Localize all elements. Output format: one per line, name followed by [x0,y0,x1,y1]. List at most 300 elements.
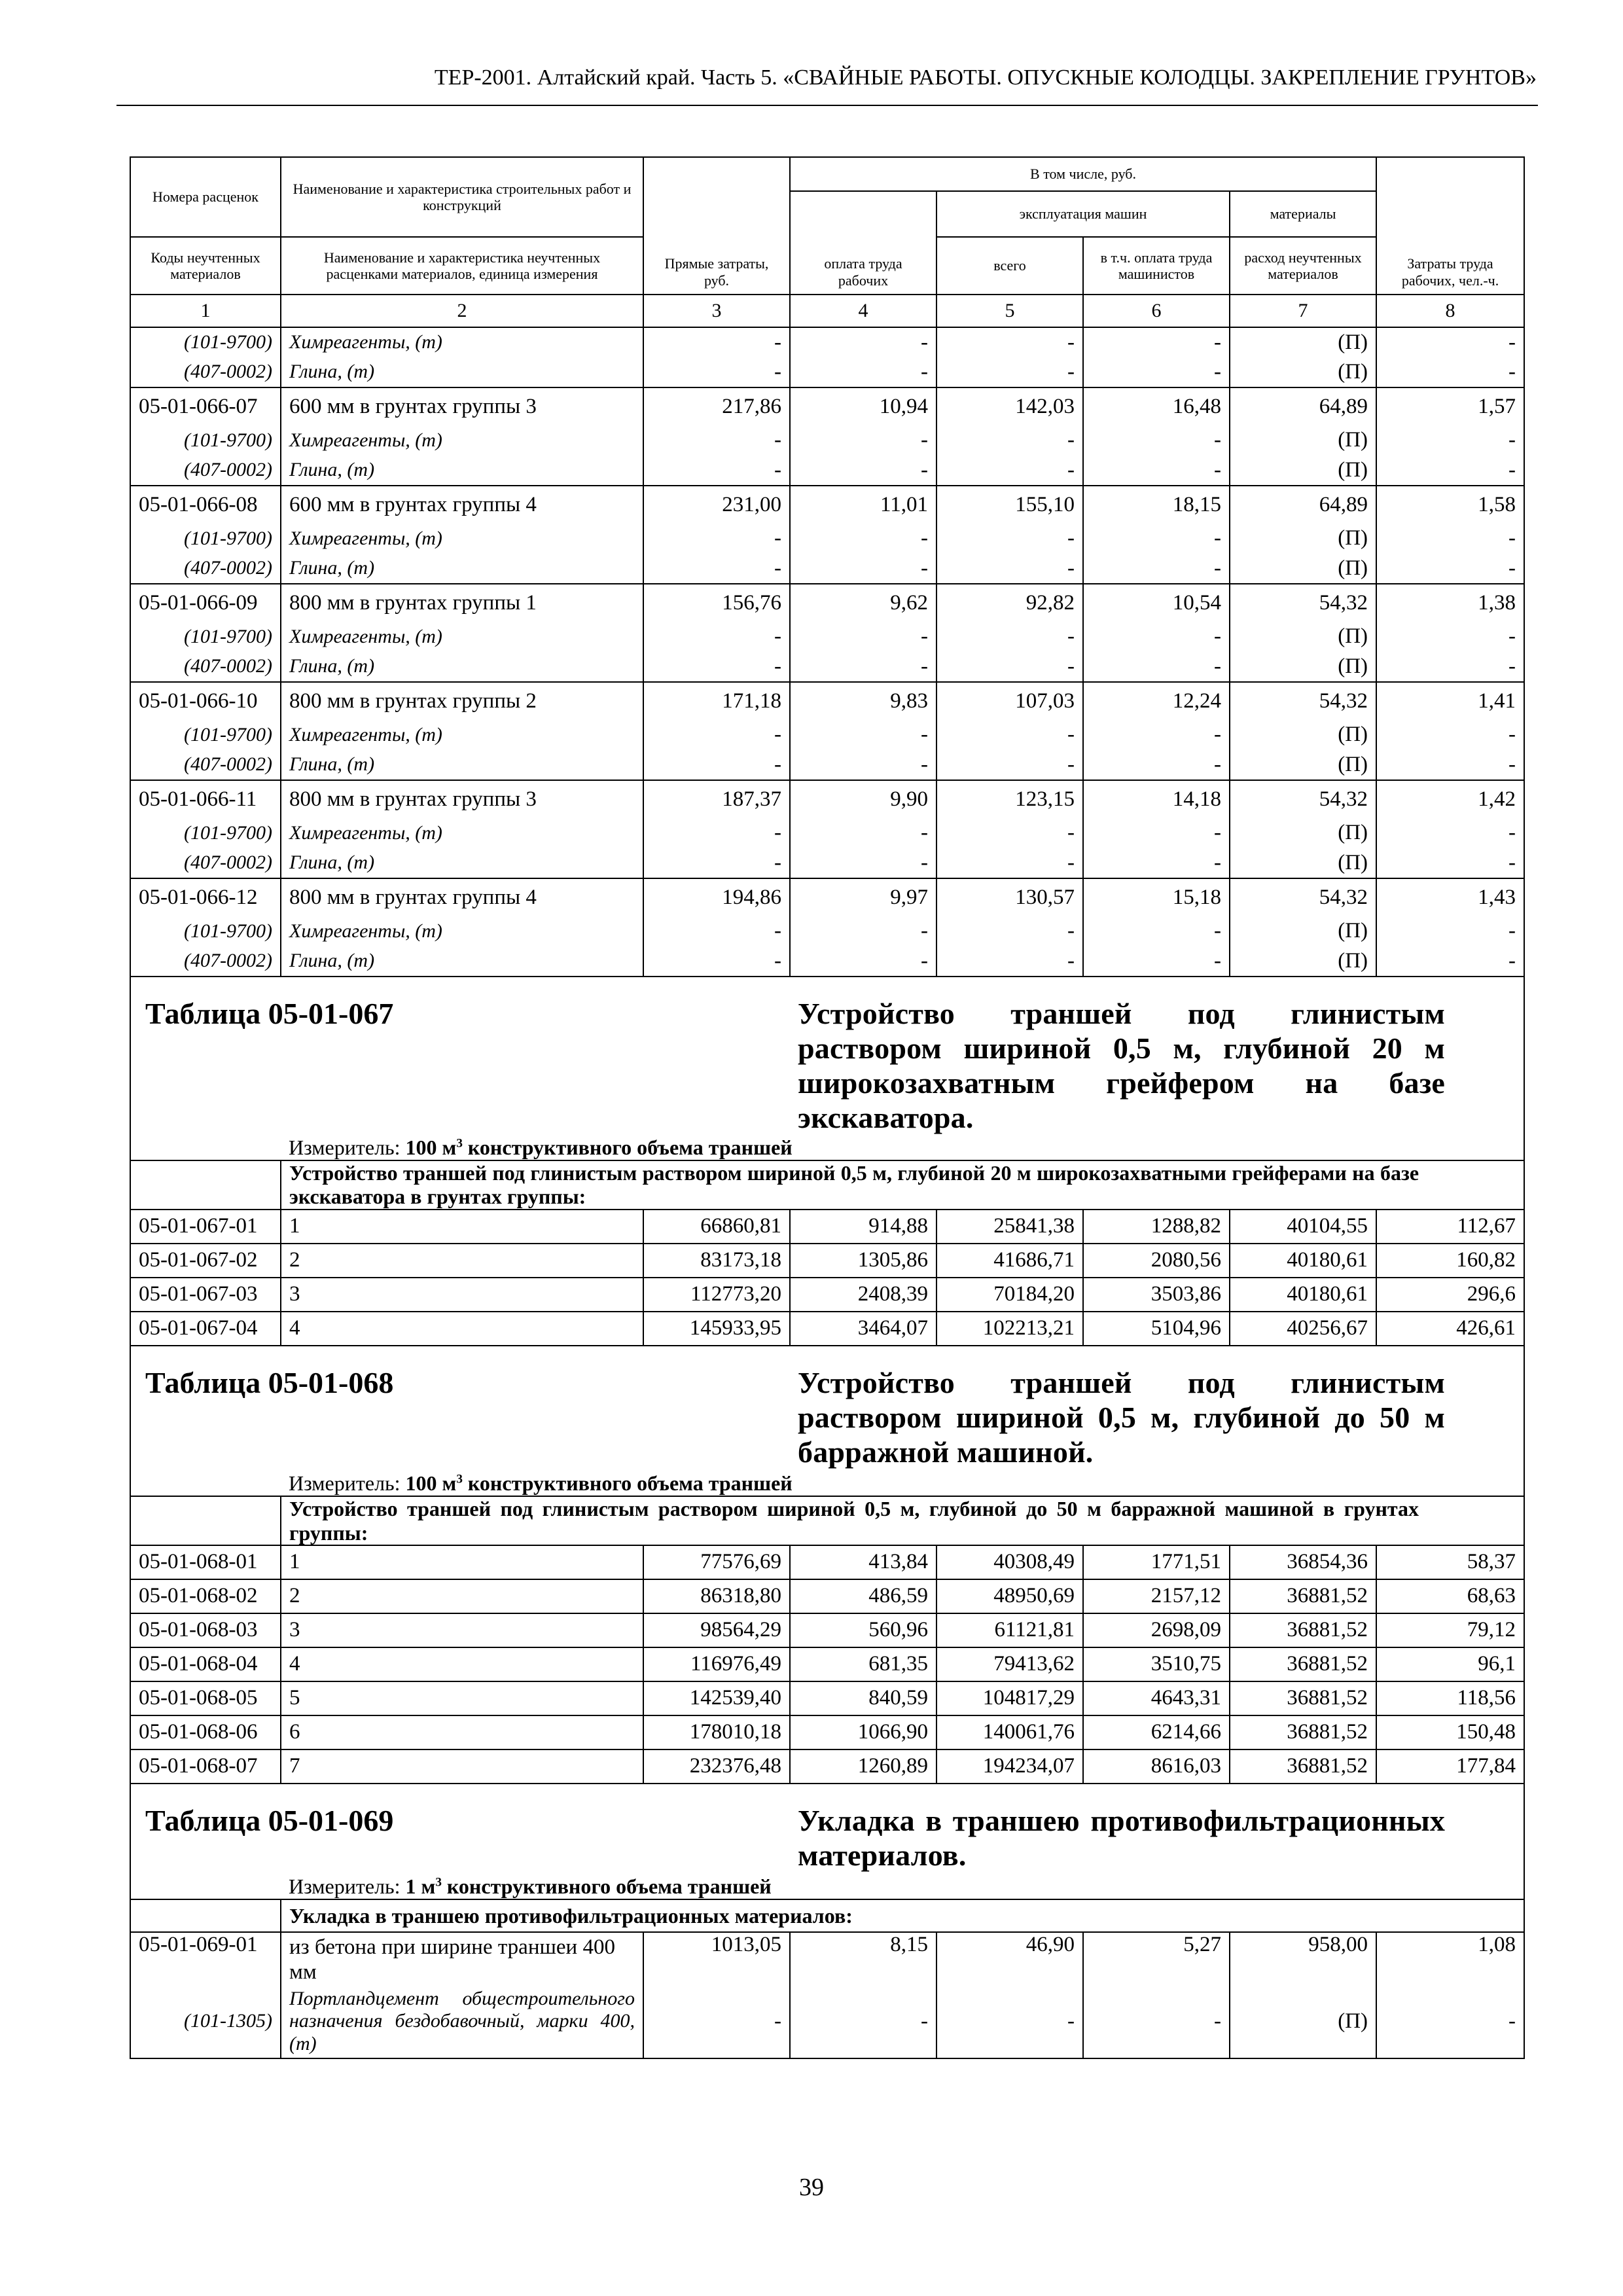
labor-hours: 96,1 [1376,1647,1524,1681]
labor-hours: - [1376,720,1524,750]
labor-hours: - [1376,848,1524,878]
rate-code: 05-01-068-02 [130,1579,281,1613]
labor-hours: 1,41 [1376,682,1524,720]
labor-cost: - [790,916,936,946]
labor-cost: 681,35 [790,1647,936,1681]
materials-cost: (П) [1230,818,1376,848]
measure-unit [281,1873,1524,1899]
direct-cost: 142539,40 [643,1681,790,1715]
labor-cost: - [790,1985,936,2058]
section-row [130,1160,1524,1210]
measure-sup: 3 [456,1136,463,1151]
rate-name: 1 [281,1210,643,1244]
rate-row [130,1613,1524,1647]
spacer [130,1873,281,1899]
labor-cost: - [790,720,936,750]
measure-value: 100 м [405,1471,457,1496]
machine-cost: - [936,916,1083,946]
materials-cost: (П) [1230,1985,1376,2058]
labor-cost: 3464,07 [790,1312,936,1346]
materials-cost: (П) [1230,327,1376,357]
material-code: (101-1305) [130,1985,281,2058]
materials-cost: 36881,52 [1230,1579,1376,1613]
labor-hours: - [1376,357,1524,387]
material-row [130,720,1524,750]
including-header: В том числе, руб. [790,157,1376,191]
labor-hours: - [1376,524,1524,554]
labor-hours: 160,82 [1376,1244,1524,1278]
materials-cost: (П) [1230,750,1376,780]
material-name: Глина, (т) [281,946,643,977]
labor-cost: 1066,90 [790,1715,936,1749]
materials-cost: 64,89 [1230,486,1376,524]
labor-cost: 11,01 [790,486,936,524]
material-code: (101-9700) [130,622,281,652]
rate-row [130,1647,1524,1681]
col4-header: оплата труда рабочих [790,191,936,295]
direct-cost: 77576,69 [643,1545,790,1579]
material-name: Химреагенты, (т) [281,818,643,848]
labor-cost: 9,97 [790,878,936,916]
table-number: Таблица 05-01-067 [130,977,643,1136]
labor-cost: 914,88 [790,1210,936,1244]
labor-cost: 840,59 [790,1681,936,1715]
rate-name: 600 мм в грунтах группы 3 [281,387,643,425]
machinist-pay: 2157,12 [1083,1579,1230,1613]
materials-cost: 54,32 [1230,878,1376,916]
material-name: Химреагенты, (т) [281,425,643,456]
col7-header: расход неучтенных материалов [1230,237,1376,295]
machinist-pay: 15,18 [1083,878,1230,916]
col-number: 5 [936,295,1083,327]
col-number: 4 [790,295,936,327]
machinist-pay: - [1083,357,1230,387]
materials-cost: (П) [1230,357,1376,387]
material-code: (407-0002) [130,946,281,977]
labor-hours: 1,08 [1376,1932,1524,1985]
direct-cost: - [643,1985,790,2058]
machinist-pay: - [1083,425,1230,456]
material-row [130,456,1524,486]
material-name: Химреагенты, (т) [281,327,643,357]
spacer [643,977,790,1136]
spacer [643,1346,790,1470]
measure-sup: 3 [456,1472,463,1486]
machine-cost: - [936,554,1083,584]
materials-cost: (П) [1230,946,1376,977]
rate-name: 800 мм в грунтах группы 3 [281,780,643,818]
machine-cost: - [936,622,1083,652]
rates-table [130,156,1525,2059]
labor-hours: - [1376,554,1524,584]
machinist-pay: 5104,96 [1083,1312,1230,1346]
measure-desc: конструктивного объема траншей [446,1874,772,1899]
section-title: Укладка в траншею противофильтрационных материалов: [281,1899,1524,1932]
labor-hours: - [1376,946,1524,977]
rate-name: 3 [281,1278,643,1312]
labor-hours: 1,57 [1376,387,1524,425]
machinist-pay: 12,24 [1083,682,1230,720]
rate-row [130,780,1524,818]
machine-cost: - [936,524,1083,554]
rate-name: 800 мм в грунтах группы 4 [281,878,643,916]
header-rule [116,105,1538,106]
measure-unit [281,1470,1524,1496]
machine-cost: 155,10 [936,486,1083,524]
labor-hours: 177,84 [1376,1749,1524,1784]
direct-cost: 145933,95 [643,1312,790,1346]
rate-name: 2 [281,1579,643,1613]
rate-row [130,584,1524,622]
machine-cost: - [936,1985,1083,2058]
rate-name: 800 мм в грунтах группы 1 [281,584,643,622]
material-row [130,327,1524,357]
direct-cost: - [643,554,790,584]
material-code: (101-9700) [130,524,281,554]
rate-code: 05-01-068-04 [130,1647,281,1681]
labor-hours: - [1376,425,1524,456]
labor-hours: 58,37 [1376,1545,1524,1579]
material-name: Глина, (т) [281,750,643,780]
machinist-pay: - [1083,946,1230,977]
machine-cost: - [936,652,1083,682]
rate-code: 05-01-066-12 [130,878,281,916]
labor-cost: - [790,652,936,682]
table-title-row [130,977,1524,1136]
material-row [130,818,1524,848]
materials-cost: (П) [1230,425,1376,456]
col5-header: всего [936,237,1083,295]
labor-hours: - [1376,818,1524,848]
measure-prefix: Измеритель: [289,1135,401,1159]
rate-row [130,1244,1524,1278]
rate-code: 05-01-068-06 [130,1715,281,1749]
labor-cost: 560,96 [790,1613,936,1647]
machinist-pay: 3503,86 [1083,1278,1230,1312]
material-code: (407-0002) [130,848,281,878]
table-number: Таблица 05-01-069 [130,1784,643,1873]
rate-code: 05-01-067-04 [130,1312,281,1346]
section-row [130,1496,1524,1546]
material-code: (407-0002) [130,456,281,486]
labor-hours: - [1376,622,1524,652]
rate-name: 5 [281,1681,643,1715]
labor-hours: 150,48 [1376,1715,1524,1749]
material-row [130,1985,1524,2058]
labor-hours: 68,63 [1376,1579,1524,1613]
machinist-pay: - [1083,652,1230,682]
labor-cost: - [790,327,936,357]
material-row [130,357,1524,387]
machine-cost: 79413,62 [936,1647,1083,1681]
machinist-pay: 10,54 [1083,584,1230,622]
materials-cost: (П) [1230,524,1376,554]
direct-cost: 231,00 [643,486,790,524]
labor-cost: - [790,425,936,456]
materials-cost: 40180,61 [1230,1244,1376,1278]
materials-cost: 64,89 [1230,387,1376,425]
material-row [130,750,1524,780]
rate-row [130,1579,1524,1613]
machinist-pay: 18,15 [1083,486,1230,524]
labor-hours: 1,58 [1376,486,1524,524]
machine-cost: 41686,71 [936,1244,1083,1278]
machine-cost: - [936,357,1083,387]
labor-cost: 9,62 [790,584,936,622]
measure-desc: конструктивного объема траншей [467,1471,793,1496]
material-code: (101-9700) [130,916,281,946]
machine-cost: - [936,750,1083,780]
machinist-pay: 14,18 [1083,780,1230,818]
col2-top-header: Наименование и характеристика строительных работ и конструкций [281,157,643,237]
machine-cost: 25841,38 [936,1210,1083,1244]
spacer [130,1899,281,1932]
rate-row [130,682,1524,720]
materials-cost: 36881,52 [1230,1715,1376,1749]
machine-cost: 123,15 [936,780,1083,818]
direct-cost: - [643,848,790,878]
direct-cost: 83173,18 [643,1244,790,1278]
direct-cost: 98564,29 [643,1613,790,1647]
machine-cost: 130,57 [936,878,1083,916]
materials-cost: (П) [1230,652,1376,682]
rate-code: 05-01-066-07 [130,387,281,425]
col1-top-header: Номера расценок [130,157,281,237]
table-title-row [130,1346,1524,1470]
labor-hours: - [1376,652,1524,682]
material-row [130,916,1524,946]
labor-cost: - [790,554,936,584]
table-body [130,157,1524,2058]
materials-cost: (П) [1230,554,1376,584]
direct-cost: 156,76 [643,584,790,622]
labor-cost: - [790,750,936,780]
measure-row [130,1470,1524,1496]
machinist-pay: - [1083,554,1230,584]
materials-cost: 36881,52 [1230,1613,1376,1647]
machine-cost: - [936,818,1083,848]
machinist-pay: - [1083,524,1230,554]
rate-name: 2 [281,1244,643,1278]
labor-cost: 413,84 [790,1545,936,1579]
machinist-pay: 6214,66 [1083,1715,1230,1749]
labor-cost: - [790,456,936,486]
col1-bottom-header: Коды неучтенных материалов [130,237,281,295]
direct-cost: - [643,327,790,357]
material-code: (407-0002) [130,750,281,780]
labor-cost: - [790,357,936,387]
material-row [130,946,1524,977]
materials-cost: 36881,52 [1230,1749,1376,1784]
labor-hours: 79,12 [1376,1613,1524,1647]
machinist-pay: - [1083,327,1230,357]
machine-cost: 61121,81 [936,1613,1083,1647]
machine-cost: - [936,946,1083,977]
rate-row [130,1749,1524,1784]
materials-cost: 40104,55 [1230,1210,1376,1244]
machinist-pay: 8616,03 [1083,1749,1230,1784]
direct-cost: 217,86 [643,387,790,425]
material-code: (407-0002) [130,652,281,682]
labor-cost: 9,83 [790,682,936,720]
machinist-pay: - [1083,750,1230,780]
rate-name: 7 [281,1749,643,1784]
machine-cost: 104817,29 [936,1681,1083,1715]
labor-cost: 9,90 [790,780,936,818]
table-title-row [130,1784,1524,1873]
machinist-pay: - [1083,1985,1230,2058]
machinist-pay: 3510,75 [1083,1647,1230,1681]
labor-hours: 426,61 [1376,1312,1524,1346]
materials-cost: 40256,67 [1230,1312,1376,1346]
measure-value: 100 м [405,1135,457,1159]
direct-cost: - [643,425,790,456]
material-name: Глина, (т) [281,652,643,682]
rate-name: из бетона при ширине траншеи 400 мм [281,1932,643,1985]
rate-code: 05-01-068-03 [130,1613,281,1647]
machinist-pay: - [1083,622,1230,652]
col8-header: Затраты труда рабочих, чел.-ч. [1376,157,1524,295]
measure-prefix: Измеритель: [289,1874,401,1899]
labor-cost: - [790,946,936,977]
rate-code: 05-01-066-11 [130,780,281,818]
rate-row [130,1210,1524,1244]
labor-hours: 296,6 [1376,1278,1524,1312]
spacer [130,1470,281,1496]
spacer [130,1160,281,1210]
rate-code: 05-01-069-01 [130,1932,281,1985]
machine-cost: 48950,69 [936,1579,1083,1613]
rate-row [130,486,1524,524]
measure-desc: конструктивного объема траншей [467,1135,793,1159]
direct-cost: 112773,20 [643,1278,790,1312]
labor-hours: 112,67 [1376,1210,1524,1244]
rate-code: 05-01-067-03 [130,1278,281,1312]
materials-cost: 54,32 [1230,682,1376,720]
direct-cost: - [643,720,790,750]
rate-name: 6 [281,1715,643,1749]
page-number: 39 [799,2174,824,2201]
direct-cost: 171,18 [643,682,790,720]
rate-row [130,387,1524,425]
col-number: 6 [1083,295,1230,327]
direct-cost: 1013,05 [643,1932,790,1985]
rate-row [130,1681,1524,1715]
labor-cost: - [790,622,936,652]
labor-cost: 486,59 [790,1579,936,1613]
material-code: (407-0002) [130,554,281,584]
rate-code: 05-01-068-07 [130,1749,281,1784]
direct-cost: - [643,622,790,652]
labor-hours: 1,38 [1376,584,1524,622]
direct-cost: 86318,80 [643,1579,790,1613]
direct-cost: - [643,818,790,848]
material-row [130,554,1524,584]
col6-header: в т.ч. оплата труда машинистов [1083,237,1230,295]
col-number: 1 [130,295,281,327]
labor-hours: - [1376,456,1524,486]
machinist-pay: 1771,51 [1083,1545,1230,1579]
materials-cost: (П) [1230,622,1376,652]
labor-hours: - [1376,327,1524,357]
labor-cost: 10,94 [790,387,936,425]
direct-cost: 66860,81 [643,1210,790,1244]
spacer [130,1136,281,1160]
machinist-pay: - [1083,916,1230,946]
direct-cost: 116976,49 [643,1647,790,1681]
machinist-pay: 4643,31 [1083,1681,1230,1715]
rate-name: 4 [281,1312,643,1346]
labor-hours: - [1376,1985,1524,2058]
col-number: 8 [1376,295,1524,327]
labor-cost: 8,15 [790,1932,936,1985]
direct-cost: - [643,916,790,946]
table-title: Укладка в траншею противофильтрационных материалов. [790,1784,1524,1873]
rate-code: 05-01-066-08 [130,486,281,524]
rate-row [130,1278,1524,1312]
section-title: Устройство траншей под глинистым раствором шириной 0,5 м, глубиной до 50 м барражной машиной в грунтах группы: [281,1496,1524,1546]
materials-cost: 40180,61 [1230,1278,1376,1312]
material-name: Глина, (т) [281,357,643,387]
materials-cost: (П) [1230,916,1376,946]
labor-hours: 1,42 [1376,780,1524,818]
materials-cost: (П) [1230,720,1376,750]
measure-sup: 3 [435,1875,442,1890]
labor-cost: 1260,89 [790,1749,936,1784]
machinist-pay: 2080,56 [1083,1244,1230,1278]
rate-name: 800 мм в грунтах группы 2 [281,682,643,720]
machine-cost: 194234,07 [936,1749,1083,1784]
material-row [130,622,1524,652]
material-code: (101-9700) [130,818,281,848]
machines-header: эксплуатация машин [936,191,1230,237]
material-code: (407-0002) [130,357,281,387]
direct-cost: - [643,946,790,977]
rate-row [130,1545,1524,1579]
materials-cost: 36854,36 [1230,1545,1376,1579]
machine-cost: - [936,327,1083,357]
material-row [130,425,1524,456]
rate-code: 05-01-068-05 [130,1681,281,1715]
labor-cost: - [790,818,936,848]
machine-cost: 107,03 [936,682,1083,720]
direct-cost: - [643,524,790,554]
material-code: (101-9700) [130,327,281,357]
rate-code: 05-01-066-09 [130,584,281,622]
section-title: Устройство траншей под глинистым раствором шириной 0,5 м, глубиной 20 м широкозахватными грейферами на базе экскаватора в грунтах группы: [281,1160,1524,1210]
machinist-pay: 5,27 [1083,1932,1230,1985]
direct-cost: 232376,48 [643,1749,790,1784]
col-number: 2 [281,295,643,327]
machine-cost: - [936,425,1083,456]
rate-row [130,1312,1524,1346]
material-name: Глина, (т) [281,848,643,878]
machinist-pay: 16,48 [1083,387,1230,425]
material-row [130,524,1524,554]
measure-unit [281,1136,1524,1160]
direct-cost: - [643,652,790,682]
table-number: Таблица 05-01-068 [130,1346,643,1470]
machinist-pay: 1288,82 [1083,1210,1230,1244]
rate-row [130,878,1524,916]
machine-cost: 70184,20 [936,1278,1083,1312]
table-title: Устройство траншей под глинистым раствором шириной 0,5 м, глубиной 20 м широкозахватным грейфером на базе экскаватора. [790,977,1524,1136]
machinist-pay: - [1083,456,1230,486]
col-number: 7 [1230,295,1376,327]
labor-hours: - [1376,916,1524,946]
section-row [130,1899,1524,1932]
rate-code: 05-01-066-10 [130,682,281,720]
